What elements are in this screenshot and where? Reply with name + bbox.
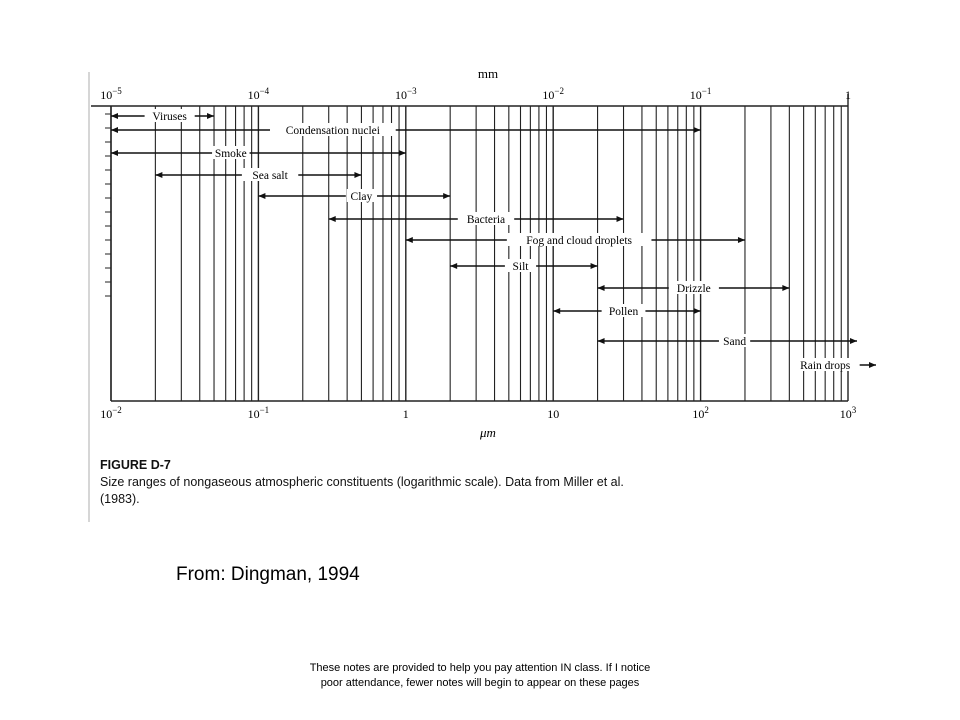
range-arrowhead-left	[258, 193, 265, 199]
range-arrowhead-left	[598, 338, 605, 344]
bottom-tick-label: $10^{-2}$	[100, 405, 122, 421]
range-label: Sea salt	[252, 170, 288, 182]
bottom-axis-label: μm	[480, 425, 496, 440]
range-label: Rain drops	[800, 360, 851, 372]
range-label: Pollen	[608, 306, 639, 318]
range-arrowhead-left	[553, 308, 560, 314]
range-rain-drops	[792, 358, 876, 372]
range-arrowhead-right	[354, 172, 361, 178]
range-arrowhead-right	[738, 237, 745, 243]
bottom-tick-label: $10^2$	[692, 405, 709, 421]
top-tick-label: $10^{-5}$	[100, 86, 122, 102]
top-tick-label: $10^{-3}$	[395, 86, 417, 102]
bottom-tick-label: $10^3$	[839, 405, 857, 421]
range-label: Viruses	[152, 111, 187, 123]
range-arrowhead-left	[329, 216, 336, 222]
source-citation: From: Dingman, 1994	[176, 564, 360, 585]
range-label: Sand	[723, 336, 747, 348]
range-clay	[258, 189, 450, 203]
range-arrowhead-right	[782, 285, 789, 291]
range-sand	[598, 334, 857, 348]
top-tick-label: $10^{-1}$	[689, 86, 712, 102]
range-label: Bacteria	[466, 214, 506, 226]
figure-number: FIGURE D-7	[100, 458, 171, 472]
figure-caption	[100, 457, 660, 508]
range-arrowhead-right	[399, 150, 406, 156]
range-arrowhead-right	[850, 338, 857, 344]
top-tick-label: 1	[845, 88, 851, 102]
range-label: Silt	[512, 261, 529, 273]
range-drizzle	[598, 281, 790, 295]
range-arrowhead-right	[591, 263, 598, 269]
top-tick-label: $10^{-2}$	[542, 86, 564, 102]
range-arrowhead-left	[111, 127, 118, 133]
range-arrowhead-left	[155, 172, 162, 178]
bottom-tick-label: $10^{-1}$	[247, 405, 270, 421]
range-arrowhead-right	[694, 127, 701, 133]
range-label: Clay	[350, 191, 373, 203]
range-arrowhead-right	[869, 362, 876, 368]
range-sea-salt	[155, 168, 361, 182]
top-axis-label: mm	[477, 66, 499, 81]
range-arrowhead-left	[450, 263, 457, 269]
range-arrowhead-left	[406, 237, 413, 243]
bottom-axis-ticks	[100, 405, 857, 421]
plot-frame	[89, 72, 848, 522]
range-label: Smoke	[214, 148, 247, 160]
footer-line-1: These notes are provided to help you pay attention IN class. If I notice	[309, 662, 651, 674]
range-pollen	[553, 304, 700, 318]
range-arrowhead-right	[207, 113, 214, 119]
range-silt	[450, 259, 597, 273]
range-label: Condensation nuclei	[285, 125, 380, 137]
footer-line-2: poor attendance, fewer notes will begin to appear on these pages	[320, 677, 640, 689]
range-arrowhead-right	[694, 308, 701, 314]
range-label: Fog and cloud droplets	[526, 235, 633, 247]
range-arrowhead-left	[111, 113, 118, 119]
range-label: Drizzle	[676, 283, 711, 295]
footer-note	[240, 661, 720, 691]
range-arrowhead-right	[617, 216, 624, 222]
range-viruses	[111, 109, 214, 123]
range-arrowhead-left	[598, 285, 605, 291]
range-arrowhead-right	[443, 193, 450, 199]
figure-caption-text: Size ranges of nongaseous atmospheric constituents (logarithmic scale). Data from Miller et al. (1983).	[100, 475, 624, 506]
top-axis-ticks	[100, 86, 851, 102]
top-tick-label: $10^{-4}$	[247, 86, 270, 102]
bottom-tick-label: 10	[547, 407, 560, 421]
bottom-tick-label: 1	[402, 407, 409, 421]
range-arrowhead-left	[111, 150, 118, 156]
